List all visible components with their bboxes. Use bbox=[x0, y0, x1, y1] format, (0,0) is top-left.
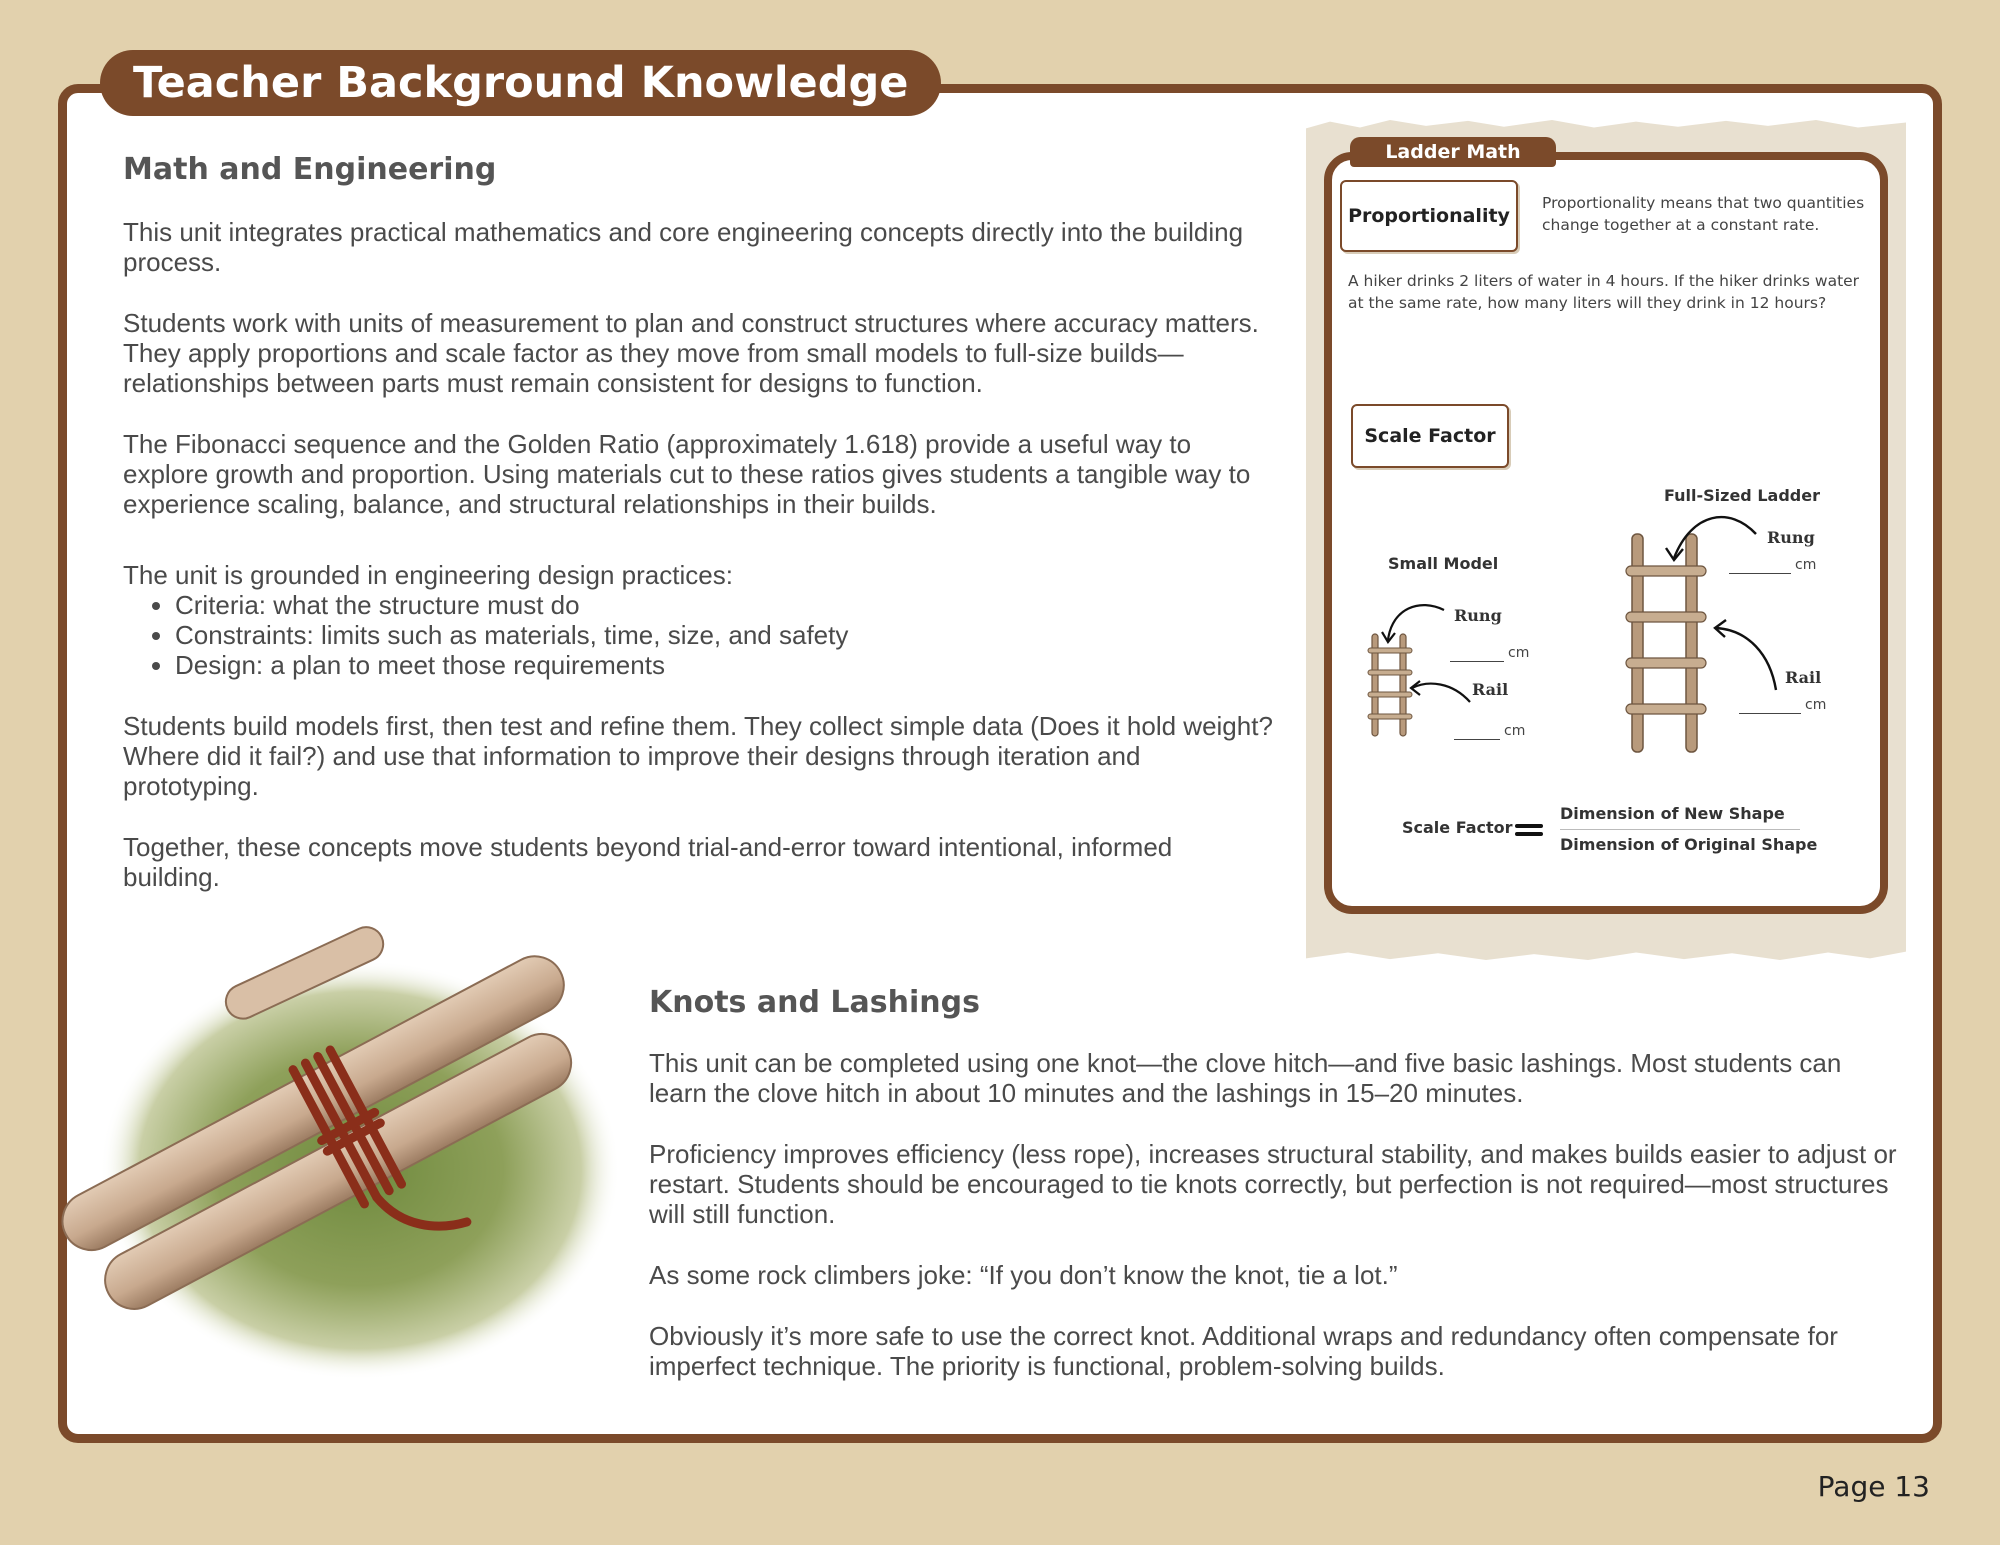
small-model-label: Small Model bbox=[1388, 554, 1499, 573]
list-item: • Criteria: what the structure must do bbox=[175, 590, 1273, 620]
proportionality-problem: A hiker drinks 2 liters of water in 4 hours. If the hiker drinks water at the same rate, how many liters will they drink in 12 hours? bbox=[1348, 272, 1860, 312]
proportionality-definition: Proportionality means that two quantities change together at a constant rate. bbox=[1542, 194, 1865, 234]
list-item: • Design: a plan to meet those requirements bbox=[175, 650, 1273, 680]
paragraph: The unit is grounded in engineering design practices: bbox=[123, 560, 733, 590]
ladder-math-tab: Ladder Math bbox=[1350, 137, 1556, 167]
full-rung-label: Rung bbox=[1767, 528, 1815, 547]
paragraph: As some rock climbers joke: “If you don’t know the knot, tie a lot.” bbox=[649, 1260, 1398, 1290]
paragraph: The Fibonacci sequence and the Golden Ratio (approximately 1.618) provide a useful way to explore growth and proportion. Using materials cut to these ratios gives students a tangible way to experience scaling, balance, and structural relationships in their builds. bbox=[123, 429, 1251, 519]
paragraph: This unit can be completed using one knot—the clove hitch—and five basic lashings. Most students can learn the clove hitch in about 10 minutes and the lashings in 15–20 minutes. bbox=[649, 1048, 1842, 1108]
small-rung-blank[interactable] bbox=[1450, 645, 1529, 662]
paragraph: Proficiency improves efficiency (less rope), increases structural stability, and makes builds easier to adjust or restart. Students should be encouraged to tie knots correctly, but perfection is not required—most structures will still function. bbox=[649, 1139, 1897, 1229]
clove-hitch-illustration bbox=[100, 940, 620, 1390]
paragraph: This unit integrates practical mathematics and core engineering concepts directly into the building process. bbox=[123, 217, 1244, 277]
paragraph: Students build models first, then test and refine them. They collect simple data (Does it hold weight? Where did it fail?) and use that information to improve their designs through iteration and prototyping. bbox=[123, 711, 1273, 801]
list-item: • Constraints: limits such as materials, time, size, and safety bbox=[175, 620, 1273, 650]
math-engineering-heading: Math and Engineering bbox=[123, 152, 497, 187]
formula-scale-factor-label: Scale Factor bbox=[1402, 818, 1513, 837]
full-rail-label: Rail bbox=[1785, 668, 1822, 687]
unit-label: cm bbox=[1805, 697, 1827, 713]
full-rung-blank[interactable] bbox=[1729, 557, 1816, 574]
formula-numerator: Dimension of New Shape bbox=[1560, 804, 1785, 823]
scale-factor-label: Scale Factor bbox=[1351, 404, 1509, 468]
page-number: Page 13 bbox=[1817, 1470, 1930, 1503]
rail-arrow-icon bbox=[1408, 680, 1472, 716]
unit-label: cm bbox=[1795, 557, 1817, 573]
paragraph: Together, these concepts move students beyond trial-and-error toward intentional, informed building. bbox=[123, 832, 1173, 892]
design-practices-list bbox=[123, 590, 1273, 680]
rail-arrow-icon bbox=[1710, 618, 1784, 694]
fraction-bar bbox=[1560, 829, 1800, 830]
full-sized-ladder-label: Full-Sized Ladder bbox=[1664, 486, 1820, 505]
small-rail-blank[interactable] bbox=[1454, 723, 1525, 740]
small-rung-label: Rung bbox=[1454, 606, 1502, 625]
unit-label: cm bbox=[1504, 723, 1526, 739]
formula-denominator: Dimension of Original Shape bbox=[1560, 835, 1818, 854]
rung-arrow-icon bbox=[1380, 600, 1450, 650]
equals-sign-icon bbox=[1514, 822, 1544, 838]
paragraph: Students work with units of measurement to plan and construct structures where accuracy matters. They apply proportions and scale factor as they move from small models to full-size builds—relationships between parts must remain consistent for designs to function. bbox=[123, 308, 1259, 398]
page-title: Teacher Background Knowledge bbox=[100, 50, 941, 116]
small-rail-label: Rail bbox=[1472, 680, 1509, 699]
full-rail-blank[interactable] bbox=[1739, 697, 1826, 714]
knots-lashings-body bbox=[649, 1048, 1899, 1381]
paragraph: Obviously it’s more safe to use the correct knot. Additional wraps and redundancy often compensate for imperfect technique. The priority is functional, problem-solving builds. bbox=[649, 1321, 1838, 1381]
math-engineering-body bbox=[123, 217, 1273, 892]
knots-lashings-heading: Knots and Lashings bbox=[649, 985, 980, 1020]
proportionality-label: Proportionality bbox=[1340, 180, 1518, 252]
unit-label: cm bbox=[1508, 645, 1530, 661]
